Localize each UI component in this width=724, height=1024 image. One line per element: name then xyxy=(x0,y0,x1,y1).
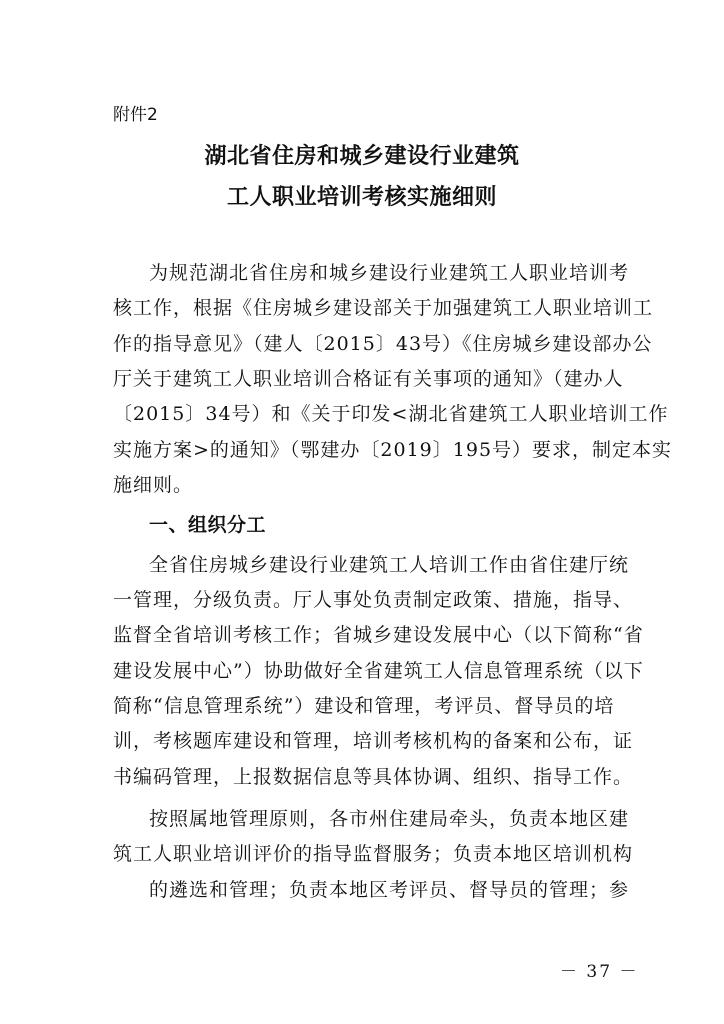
text-line: 实施方案>的通知》（鄂建办〔2019〕195号）要求，制定本实 xyxy=(113,439,673,461)
text-line: 筑工人职业培训评价的指导监督服务；负责本地区培训机构 xyxy=(113,843,634,865)
page-number: － 37 － xyxy=(560,962,639,982)
text-line: 监督全省培训考核工作；省城乡建设发展中心（以下简称“省 xyxy=(113,624,644,646)
text-line: 书编码管理，上报数据信息等具体协调、组织、指导工作。 xyxy=(113,766,634,788)
text-line: 的遴选和管理；负责本地区考评员、督导员的管理；参 xyxy=(149,879,630,901)
text-line: 施细则。 xyxy=(113,474,194,496)
text-line: 作的指导意见》（建人〔2015〕43号）《住房城乡建设部办公 xyxy=(113,333,653,355)
text-line: 核工作，根据《住房城乡建设部关于加强建筑工人职业培训工 xyxy=(113,297,654,319)
text-line: 建设发展中心”）协助做好全省建筑工人信息管理系统（以下 xyxy=(113,660,644,682)
text-line: 简称“信息管理系统”）建设和管理，考评员、督导员的培 xyxy=(113,695,615,717)
title-line-1: 湖北省住房和城乡建设行业建筑 xyxy=(204,144,520,169)
section-heading: 一、组织分工 xyxy=(149,514,267,536)
text-line: 按照属地管理原则，各市州住建局牵头，负责本地区建 xyxy=(149,808,630,830)
text-line: 厅关于建筑工人职业培训合格证有关事项的通知》（建办人 xyxy=(113,368,624,390)
text-line: 训，考核题库建设和管理，培训考核机构的备案和公布，证 xyxy=(113,730,634,752)
text-line: 全省住房城乡建设行业建筑工人培训工作由省住建厅统 xyxy=(149,554,630,576)
text-line: 〔2015〕34号）和《关于印发<湖北省建筑工人职业培训工作 xyxy=(113,403,669,425)
title-line-2: 工人职业培训考核实施细则 xyxy=(226,185,497,210)
attachment-label: 附件2 xyxy=(113,105,158,125)
text-line: 为规范湖北省住房和城乡建设行业建筑工人职业培训考 xyxy=(149,262,630,284)
text-line: 一管理，分级负责。厅人事处负责制定政策、措施，指导、 xyxy=(113,589,634,611)
